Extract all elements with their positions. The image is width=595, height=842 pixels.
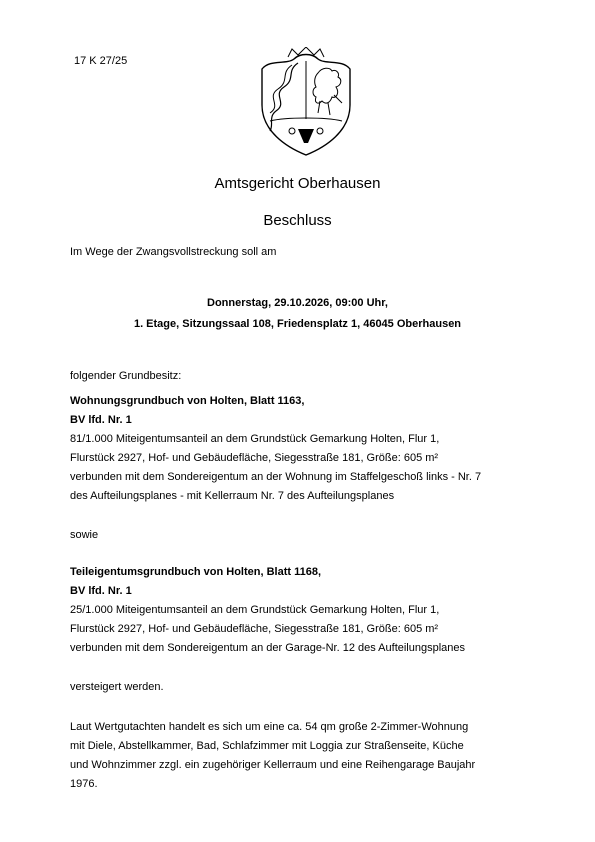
property-1 (70, 392, 540, 506)
appraisal-line: 1976. (70, 778, 98, 790)
appraisal-line: Laut Wertgutachten handelt es sich um eine ca. 54 qm große 2-Zimmer-Wohnung (70, 721, 469, 733)
property-1-bv: BV lfd. Nr. 1 (70, 414, 132, 426)
property-2-bv: BV lfd. Nr. 1 (70, 585, 132, 597)
property-intro: folgender Grundbesitz: (70, 370, 182, 382)
conjunction-text: sowie (70, 529, 99, 541)
property-2 (70, 563, 540, 658)
document-type: Beschluss (263, 212, 332, 229)
appointment-location: 1. Etage, Sitzungssaal 108, Friedensplatz 1, 46045 Oberhausen (133, 318, 462, 330)
property-2-title: Teileigentumsgrundbuch von Holten, Blatt 1168, (70, 566, 321, 578)
coat-of-arms-icon (256, 47, 356, 157)
property-1-line: Flurstück 2927, Hof- und Gebäudefläche, Siegesstraße 181, Größe: 605 m² (70, 452, 439, 464)
appraisal-line: und Wohnzimmer zzgl. ein zugehöriger Kellerraum und eine Reihengarage Baujahr (70, 759, 476, 771)
property-1-line: des Aufteilungsplanes - mit Kellerraum Nr. 7 des Aufteilungsplanes (70, 490, 395, 502)
property-1-line: 81/1.000 Miteigentumsanteil an dem Grundstück Gemarkung Holten, Flur 1, (70, 433, 440, 445)
auction-line: versteigert werden. (70, 681, 164, 693)
intro-text: Im Wege der Zwangsvollstreckung soll am (70, 246, 277, 258)
property-1-title: Wohnungsgrundbuch von Holten, Blatt 1163, (70, 395, 305, 407)
property-2-line: Flurstück 2927, Hof- und Gebäudefläche, Siegesstraße 181, Größe: 605 m² (70, 623, 439, 635)
appraisal-line: mit Diele, Abstellkammer, Bad, Schlafzimmer mit Loggia zur Straßenseite, Küche (70, 740, 464, 752)
court-name: Amtsgericht Oberhausen (214, 175, 381, 192)
appointment-date: Donnerstag, 29.10.2026, 09:00 Uhr, (207, 297, 388, 309)
appraisal-paragraph (70, 718, 540, 794)
file-number: 17 K 27/25 (74, 55, 128, 67)
property-2-line: 25/1.000 Miteigentumsanteil an dem Grundstück Gemarkung Holten, Flur 1, (70, 604, 440, 616)
property-1-line: verbunden mit dem Sondereigentum an der Wohnung im Staffelgeschoß links - Nr. 7 (70, 471, 482, 483)
property-2-line: verbunden mit dem Sondereigentum an der Garage-Nr. 12 des Aufteilungsplanes (70, 642, 466, 654)
